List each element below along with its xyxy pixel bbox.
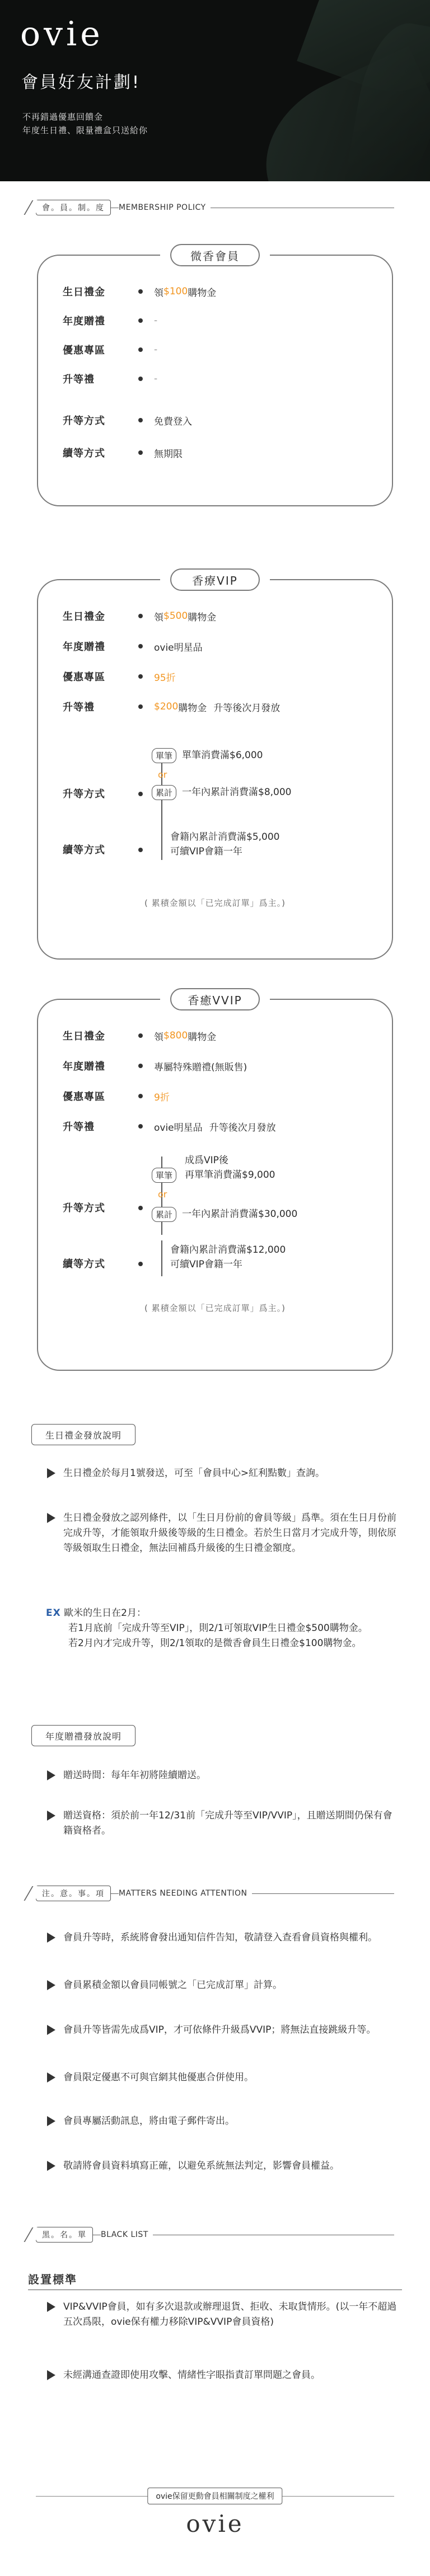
birthday-row	[63, 281, 375, 302]
or-label: or	[158, 769, 167, 780]
section-tag-en: BLACK LIST	[101, 2230, 153, 2239]
upgrade-gift-label: 升等禮	[63, 702, 95, 713]
hero-subtitle: 年度生日禮、限量禮盒只送給你	[22, 125, 148, 135]
bullet-dot	[138, 418, 143, 422]
birthday-label: 生日禮金	[63, 286, 105, 298]
blacklist-header	[36, 2224, 394, 2245]
bullet-dot	[138, 1064, 143, 1068]
section-tag: 會。員。制。度	[36, 200, 111, 215]
renew-method-row	[63, 443, 375, 463]
list-item: 生日禮金發放之認列條件，以「生日月份前的會員等級」爲準。須在生日月份前完成升等，才能領取升級後等級的生日禮金。若於生日當月才完成升等，則依原等級領取生日禮金，無法回補爲升級後的生日禮金額度。	[47, 1511, 399, 1557]
discount-label: 優惠專區	[63, 1091, 105, 1103]
bullet-dot	[138, 1094, 143, 1098]
discount-label: 優惠專區	[63, 345, 105, 356]
discount-row	[63, 666, 375, 687]
bullet-dot	[138, 704, 143, 709]
birthday-label: 生日禮金	[63, 611, 105, 623]
tier-name: 香癒VVIP	[170, 988, 260, 1010]
bullet-dot	[138, 644, 143, 648]
tier-card-vip	[37, 574, 393, 960]
bullet-dot	[138, 1033, 143, 1038]
condition-cumulative	[152, 1207, 297, 1222]
upgrade-method-row	[63, 410, 375, 430]
annual-gift-row	[63, 636, 375, 656]
discount-value: 9折	[154, 1092, 170, 1103]
upgrade-gift-row	[63, 697, 375, 717]
list-item: 會員升等皆需先成爲VIP，才可依條件升級爲VVIP；將無法直接跳級升等。	[47, 2023, 399, 2038]
tier-note: ( 累積金額以「已完成訂單」爲主。)	[144, 1303, 286, 1313]
condition-single	[152, 1168, 182, 1183]
annual-gift-label: 年度贈禮	[63, 316, 105, 327]
hero-banner	[0, 0, 430, 181]
setting-title: 設置標準	[28, 2273, 77, 2286]
bullet-dot	[138, 1262, 143, 1266]
footer-notice: ovie保留更動會員相關制度之權利	[147, 2488, 282, 2504]
section-tag: 黑。名。單	[36, 2227, 93, 2243]
cumulative-tag: 累計	[152, 785, 176, 800]
triangle-bullet-icon	[47, 2025, 55, 2035]
renew-condition: 會籍內累計消費滿$5,000	[170, 831, 280, 843]
single-condition: 再單筆消費滿$9,000	[185, 1169, 275, 1181]
annual-gift-row	[63, 1056, 375, 1076]
bullet-dot	[138, 614, 143, 618]
list-item: 贈送時間：每年年初將陸續贈送。	[47, 1768, 399, 1783]
triangle-bullet-icon	[47, 1980, 55, 1990]
renew-condition: 會籍內累計消費滿$12,000	[170, 1244, 286, 1256]
ex-mark: EX	[46, 1607, 61, 1619]
discount-value: 95折	[154, 672, 176, 684]
bullet-dot	[138, 674, 143, 679]
upgrade-method-label: 升等方式	[63, 415, 105, 427]
upgrade-method-label: 升等方式	[63, 1202, 105, 1214]
single-condition: 單筆消費滿$6,000	[182, 750, 263, 761]
single-tag: 單筆	[152, 748, 176, 763]
annual-section-title: 年度贈禮發放說明	[31, 1725, 135, 1746]
triangle-bullet-icon	[47, 2072, 55, 2083]
bracket-line	[161, 1240, 162, 1276]
condition-single	[152, 748, 263, 763]
section-tag-en: MATTERS NEEDING ATTENTION	[119, 1889, 252, 1898]
upgrade-gift-label: 升等禮	[63, 1121, 95, 1133]
triangle-bullet-icon	[47, 1933, 55, 1943]
attention-header	[36, 1883, 394, 1904]
triangle-bullet-icon	[47, 1468, 55, 1478]
cumulative-condition: 一年內累計消費滿$30,000	[182, 1209, 298, 1220]
annual-gift-label: 年度贈禮	[63, 1061, 105, 1073]
tier-name: 微香會員	[170, 244, 260, 266]
birthday-section-title: 生日禮金發放說明	[31, 1424, 135, 1445]
bullet-dot	[138, 848, 143, 852]
tier-note: ( 累積金額以「已完成訂單」爲主。)	[144, 898, 286, 908]
annual-gift-label: 年度贈禮	[63, 641, 105, 653]
upgrade-gift-label: 升等禮	[63, 374, 95, 386]
tier-card-vvip	[37, 993, 393, 1371]
list-item: 未經溝通查證即使用攻擊、情緒性字眼指責訂單問題之會員。	[47, 2368, 399, 2383]
triangle-bullet-icon	[47, 1513, 55, 1523]
list-item: 贈送資格：須於前一年12/31前「完成升等至VIP/VVIP」，且贈送期間仍保有會籍資格者。	[47, 1808, 399, 1839]
renew-method-label: 續等方式	[63, 844, 105, 856]
discount-label: 優惠專區	[63, 671, 105, 683]
upgrade-gift-value: ovie明星品 升等後次月發放	[154, 1122, 276, 1134]
triangle-bullet-icon	[47, 1811, 55, 1821]
bullet-dot	[138, 377, 143, 381]
example-block: EX 歐米的生日在2月： 若1月底前「完成升等至VIP」，則2/1可領取VIP生日禮金$500購物金。 若2月內才完成升等，則2/1領取的是微香會員生日禮金$100購物金。	[46, 1607, 368, 1649]
renew-method-label: 續等方式	[63, 448, 105, 459]
upgrade-gift-value: -	[154, 373, 158, 384]
bullet-dot	[138, 347, 143, 352]
single-condition: 成爲VIP後	[185, 1155, 228, 1166]
discount-row	[63, 1086, 375, 1106]
hero-subtitle: 不再錯過優惠回饋金	[22, 112, 104, 122]
birthday-value: 領 $800 購物金	[154, 1030, 217, 1043]
cumulative-tag: 累計	[152, 1207, 176, 1222]
list-item: 會員升等時，系統將會發出通知信件告知，敬請登入查看會員資格與權利。	[47, 1930, 399, 1945]
triangle-bullet-icon	[47, 2116, 55, 2126]
birthday-row	[63, 1026, 375, 1046]
bullet-dot	[138, 1124, 143, 1129]
triangle-bullet-icon	[47, 2302, 55, 2312]
membership-policy-header	[36, 197, 394, 218]
list-item: 敬請將會員資料填寫正確，以避免系統無法判定，影響會員權益。	[47, 2159, 399, 2174]
triangle-bullet-icon	[47, 2370, 55, 2380]
tier-card-basic	[37, 249, 393, 506]
discount-value: -	[154, 344, 158, 355]
cumulative-condition: 一年內累計消費滿$8,000	[182, 787, 292, 798]
triangle-bullet-icon	[47, 1770, 55, 1780]
renew-condition: 可續VIP會籍一年	[170, 1259, 242, 1270]
bracket-line	[161, 826, 162, 860]
upgrade-method-label: 升等方式	[63, 788, 105, 800]
footer-logo: ovie	[186, 2510, 244, 2537]
list-item: 會員累積金額以會員同帳號之「已完成訂單」計算。	[47, 1978, 399, 1993]
or-label: or	[158, 1189, 167, 1200]
list-item: 生日禮金於每月1號發送，可至「會員中心>紅利點數」查詢。	[47, 1466, 399, 1481]
hero-headline: 會員好友計劃!	[21, 73, 141, 92]
upgrade-method-value: 免費登入	[154, 416, 192, 427]
list-item: 會員限定優惠不可與官網其他優惠合併使用。	[47, 2070, 399, 2085]
annual-gift-value: 專屬特殊贈禮(無販售)	[154, 1061, 247, 1073]
bullet-dot	[138, 289, 143, 294]
upgrade-gift-value: $200 購物金 升等後次月發放	[154, 701, 281, 714]
bullet-dot	[138, 1206, 143, 1210]
section-tag: 注。意。事。項	[36, 1886, 111, 1901]
list-item: VIP&VVIP會員，如有多次退款或辦理退貨、拒收、未取貨情形。(以一年不超過五次爲限，ovie保有權力移除VIP&VVIP會員資格)	[47, 2300, 399, 2330]
birthday-value: 領 $500 購物金	[154, 610, 217, 623]
annual-gift-value: ovie明星品	[154, 642, 203, 654]
bullet-dot	[138, 318, 143, 323]
annual-gift-value: -	[154, 315, 158, 326]
birthday-row	[63, 606, 375, 626]
renew-method-label: 續等方式	[63, 1258, 105, 1270]
list-item: 會員專屬活動訊息，將由電子郵件寄出。	[47, 2114, 399, 2129]
birthday-value: 領 $100 購物金	[154, 286, 217, 299]
birthday-label: 生日禮金	[63, 1031, 105, 1042]
brand-logo: ovie	[20, 15, 104, 54]
upgrade-gift-row	[63, 1116, 375, 1136]
tier-name: 香療VIP	[170, 568, 260, 591]
triangle-bullet-icon	[47, 2161, 55, 2171]
upgrade-gift-row	[63, 369, 375, 389]
condition-cumulative	[152, 785, 292, 800]
renew-condition: 可續VIP會籍一年	[170, 846, 242, 857]
bullet-dot	[138, 450, 143, 455]
bullet-dot	[138, 792, 143, 796]
discount-row	[63, 340, 375, 360]
annual-gift-row	[63, 311, 375, 331]
section-tag-en: MEMBERSHIP POLICY	[119, 203, 211, 212]
renew-method-value: 無期限	[154, 448, 183, 460]
single-tag: 單筆	[152, 1168, 176, 1183]
